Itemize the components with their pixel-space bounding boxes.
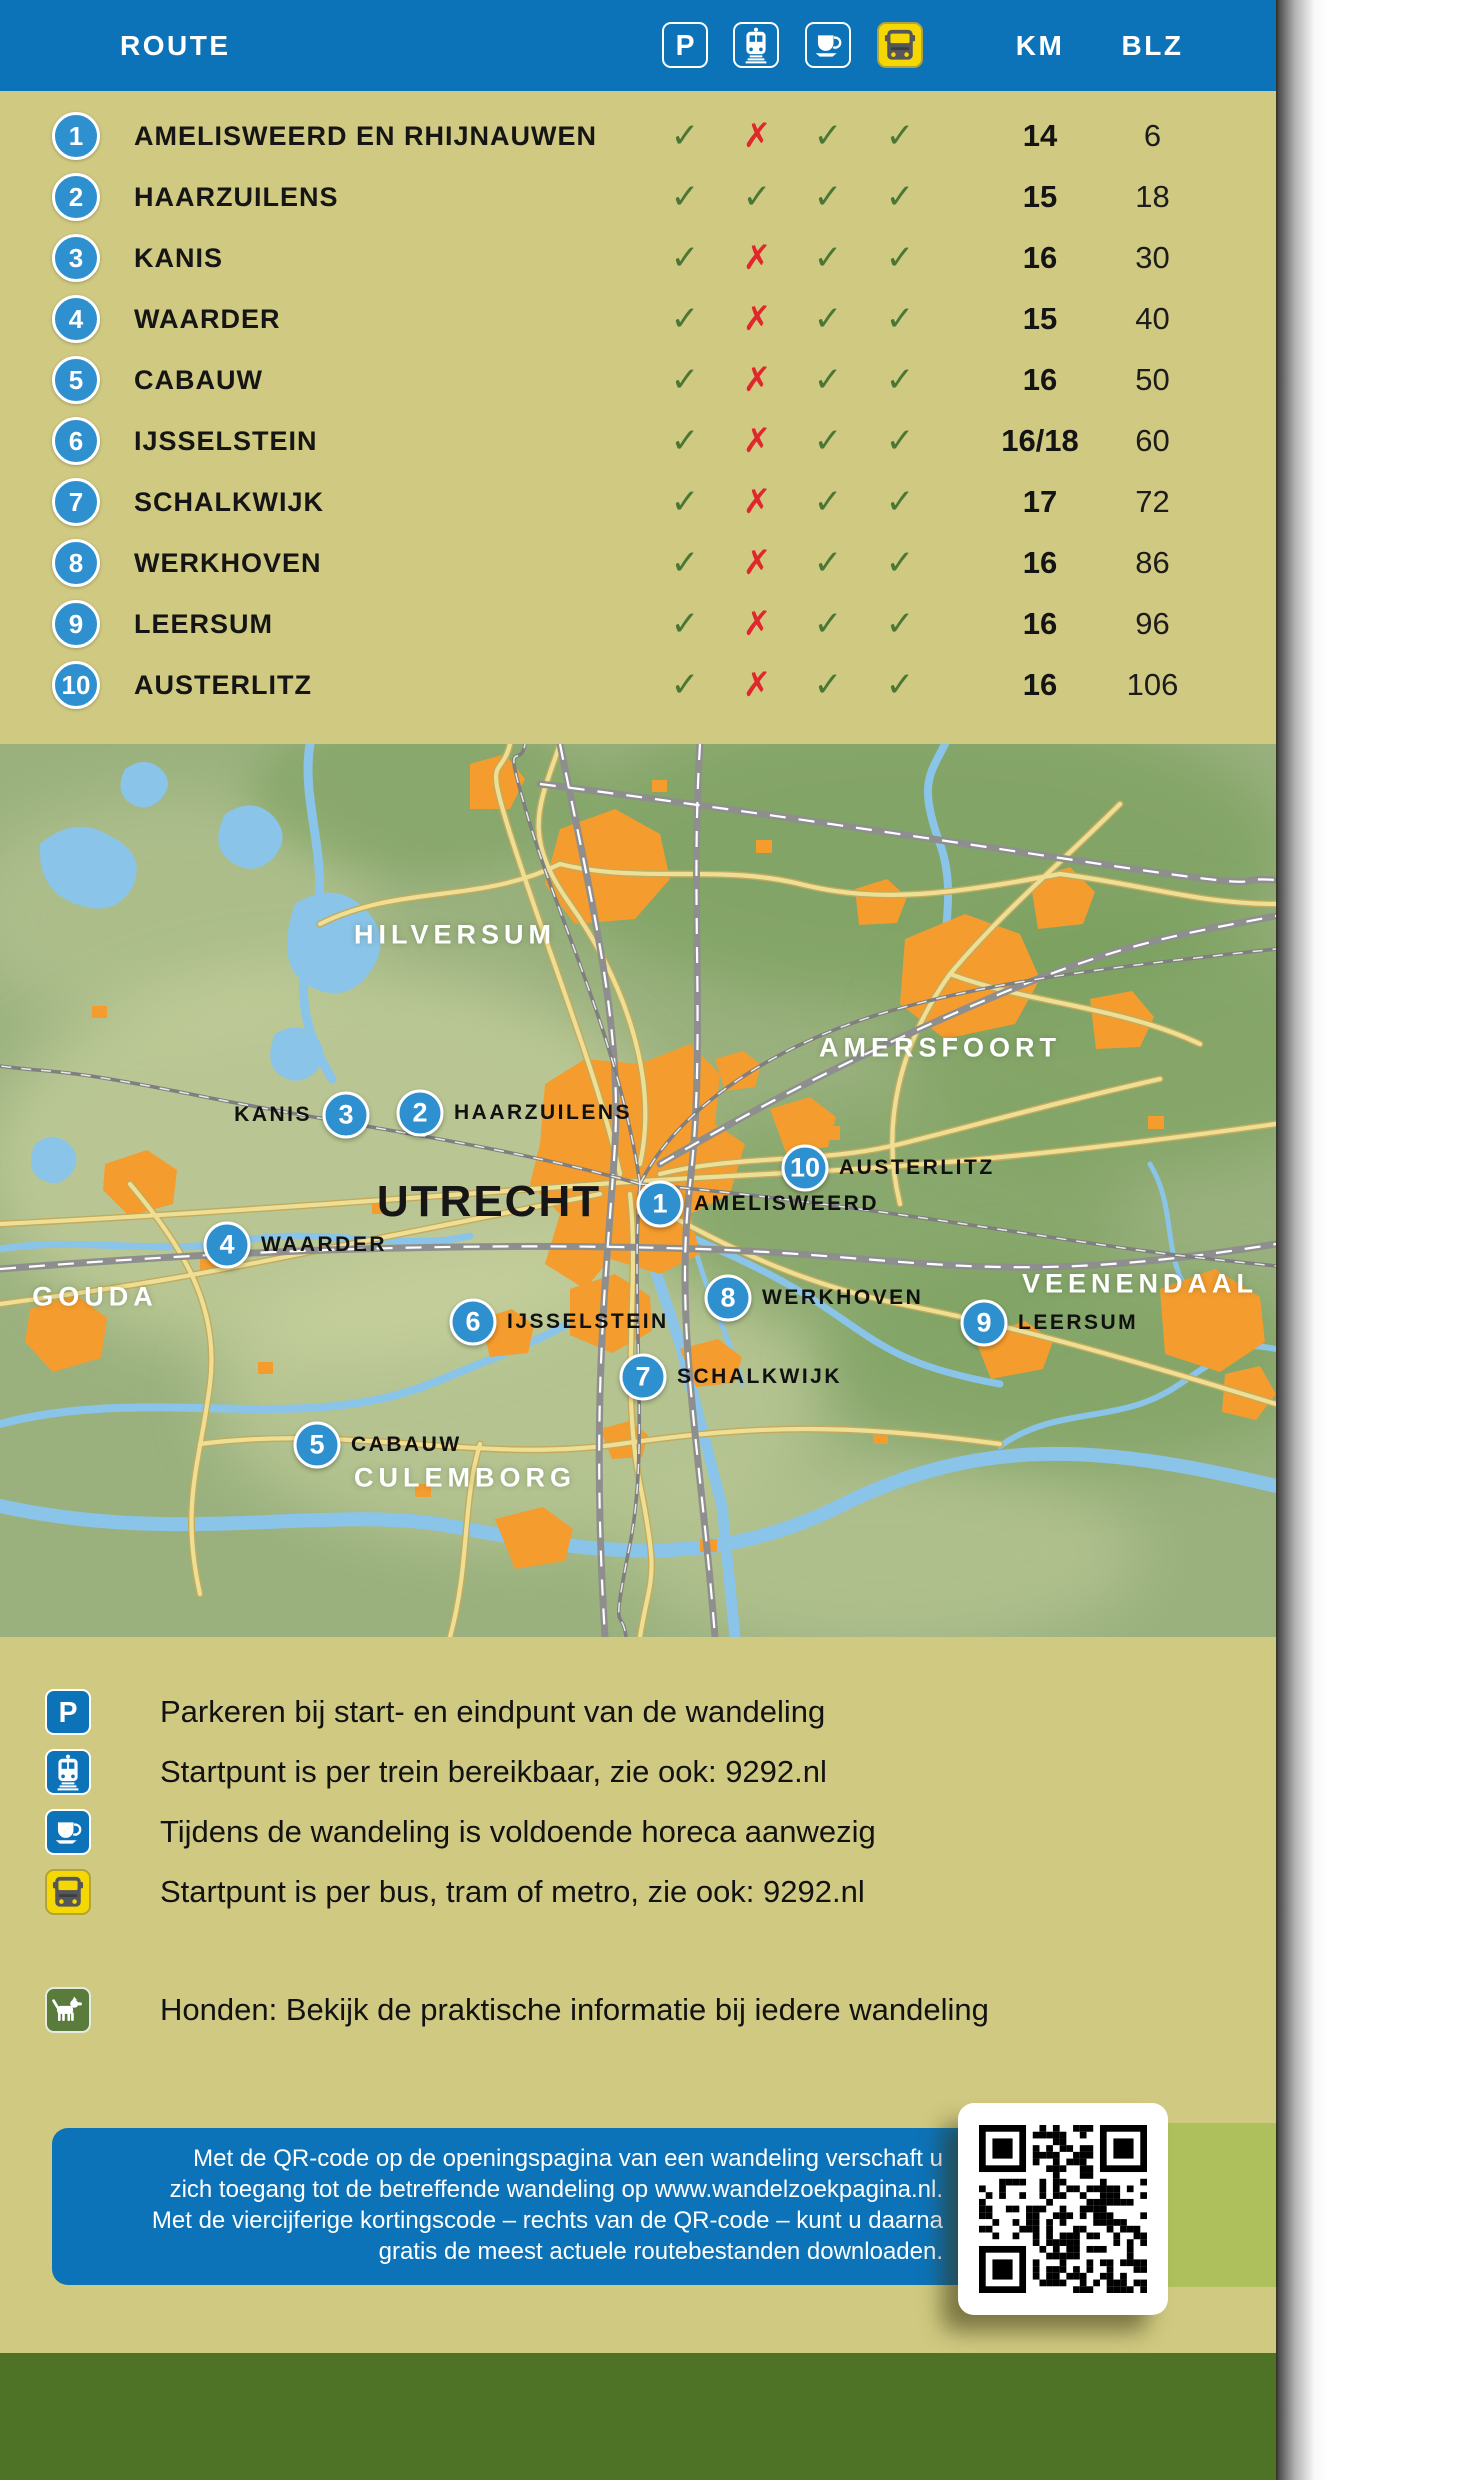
parking-icon: [45, 1689, 91, 1735]
bus-mark: ✓: [885, 482, 915, 522]
qr-info-line: gratis de meest actuele routebestanden downloaden.: [378, 2238, 943, 2265]
city-label-utrecht: UTRECHT: [376, 1177, 602, 1226]
marker-badge: 6: [450, 1299, 497, 1346]
route-page: 18: [1135, 179, 1170, 214]
overview-map: [0, 744, 1276, 1637]
horeca-mark: ✓: [813, 543, 843, 583]
horeca-mark: ✓: [813, 299, 843, 339]
route-number-badge: 1: [52, 112, 100, 160]
marker-badge: 8: [705, 1275, 752, 1322]
city-label-culemborg: CULEMBORG: [354, 1462, 576, 1493]
horeca-mark: ✓: [813, 116, 843, 156]
route-km: 16/18: [1001, 423, 1079, 458]
city-label-hilversum: HILVERSUM: [353, 919, 557, 950]
route-number-badge: 7: [52, 478, 100, 526]
table-row: [0, 655, 1276, 715]
horeca-mark: ✓: [813, 238, 843, 278]
train-mark: ✗: [742, 482, 772, 522]
route-name: AUSTERLITZ: [134, 670, 312, 700]
marker-label: SCHALKWIJK: [677, 1365, 842, 1388]
route-number-badge: 9: [52, 600, 100, 648]
city-label-veenendaal: VEENENDAAL: [1021, 1268, 1259, 1299]
bus-mark: ✓: [885, 238, 915, 278]
train-mark: ✗: [742, 299, 772, 339]
parking-mark: ✓: [670, 604, 700, 644]
table-row: [0, 289, 1276, 349]
marker-label: KANIS: [234, 1103, 312, 1126]
legend-item-parking: [0, 1689, 1276, 1735]
train-mark: ✗: [742, 238, 772, 278]
route-page: 72: [1135, 484, 1170, 519]
route-number-badge: 10: [52, 661, 100, 709]
marker-label: HAARZUILENS: [454, 1101, 632, 1124]
legend-item-horeca: [0, 1809, 1276, 1855]
legend-text: Honden: Bekijk de praktische informatie bij iedere wandeling: [160, 1992, 989, 2027]
route-name: WERKHOVEN: [134, 548, 322, 578]
marker-badge: 3: [323, 1092, 370, 1139]
marker-label: AUSTERLITZ: [839, 1156, 995, 1179]
train-mark: ✗: [742, 116, 772, 156]
table-row: [0, 594, 1276, 654]
dog-icon: [45, 1987, 91, 2033]
route-km: 14: [1022, 118, 1058, 153]
train-mark: ✗: [742, 604, 772, 644]
parking-icon: [662, 22, 708, 68]
legend-text: Tijdens de wandeling is voldoende horeca aanwezig: [160, 1814, 876, 1849]
train-mark: ✗: [742, 421, 772, 461]
legend-item-train: [0, 1749, 1276, 1795]
qr-code: [958, 2103, 1168, 2315]
horeca-mark: ✓: [813, 482, 843, 522]
parking-mark: ✓: [670, 482, 700, 522]
bus-mark: ✓: [885, 421, 915, 461]
city-label-gouda: GOUDA: [32, 1281, 158, 1312]
route-table: [0, 91, 1276, 744]
route-number-badge: 6: [52, 417, 100, 465]
route-km: 16: [1022, 545, 1058, 580]
route-page: 40: [1135, 301, 1170, 336]
route-km: 15: [1022, 301, 1058, 336]
bus-mark: ✓: [885, 177, 915, 217]
train-mark: ✓: [742, 177, 772, 217]
parking-mark: ✓: [670, 299, 700, 339]
route-page: 86: [1135, 545, 1170, 580]
marker-label: WERKHOVEN: [762, 1286, 924, 1309]
table-row: [0, 167, 1276, 227]
horeca-mark: ✓: [813, 177, 843, 217]
blz-column-header: BLZ: [1121, 30, 1184, 61]
route-km: 17: [1022, 484, 1058, 519]
bus-mark: ✓: [885, 299, 915, 339]
route-number-badge: 5: [52, 356, 100, 404]
marker-label: IJSSELSTEIN: [507, 1310, 669, 1333]
bus-mark: ✓: [885, 116, 915, 156]
bus-mark: ✓: [885, 360, 915, 400]
route-page: 30: [1135, 240, 1170, 275]
train-mark: ✗: [742, 543, 772, 583]
route-number-badge: 4: [52, 295, 100, 343]
train-mark: ✗: [742, 665, 772, 705]
marker-badge: 1: [637, 1181, 684, 1228]
page-edge-shadow: [1276, 0, 1338, 2480]
horeca-icon: [45, 1809, 91, 1855]
route-km: 16: [1022, 362, 1058, 397]
table-row: [0, 106, 1276, 166]
bus-icon: [45, 1869, 91, 1915]
parking-mark: ✓: [670, 177, 700, 217]
parking-mark: ✓: [670, 543, 700, 583]
bus-mark: ✓: [885, 665, 915, 705]
legend-text: Startpunt is per bus, tram of metro, zie ook: 9292.nl: [160, 1874, 865, 1909]
train-icon: [45, 1749, 91, 1795]
marker-badge: 7: [620, 1354, 667, 1401]
parking-mark: ✓: [670, 421, 700, 461]
qr-info-line: Met de QR-code op de openingspagina van een wandeling verschaft u: [193, 2145, 943, 2172]
route-name: SCHALKWIJK: [134, 487, 324, 517]
bottom-color-band: [0, 2353, 1276, 2480]
bus-mark: ✓: [885, 543, 915, 583]
train-icon: [733, 22, 779, 68]
route-number-badge: 3: [52, 234, 100, 282]
route-km: 16: [1022, 240, 1058, 275]
qr-info-line: Met de viercijferige kortingscode – rechts van de QR-code – kunt u daarna: [151, 2207, 943, 2234]
route-number-badge: 2: [52, 173, 100, 221]
horeca-icon: [805, 22, 851, 68]
route-name: IJSSELSTEIN: [134, 426, 318, 456]
route-name: LEERSUM: [134, 609, 274, 639]
route-name: WAARDER: [134, 304, 281, 334]
marker-label: AMELISWEERD: [694, 1192, 879, 1215]
parking-mark: ✓: [670, 665, 700, 705]
km-column-header: KM: [1015, 30, 1065, 61]
route-page: 60: [1135, 423, 1170, 458]
marker-badge: 9: [961, 1300, 1008, 1347]
legend-text: Startpunt is per trein bereikbaar, zie ook: 9292.nl: [160, 1754, 827, 1789]
bus-mark: ✓: [885, 604, 915, 644]
marker-badge: 10: [782, 1145, 829, 1192]
legend-item-dogs: [0, 1987, 1276, 2033]
parking-mark: ✓: [670, 360, 700, 400]
marker-badge: 2: [397, 1090, 444, 1137]
marker-label: CABAUW: [351, 1433, 462, 1456]
map-graphic: [0, 744, 1276, 1637]
route-column-header: ROUTE: [120, 30, 231, 61]
table-row: [0, 228, 1276, 288]
marker-badge: 4: [204, 1222, 251, 1269]
table-row: [0, 472, 1276, 532]
marker-badge: 5: [294, 1422, 341, 1469]
train-mark: ✗: [742, 360, 772, 400]
horeca-mark: ✓: [813, 604, 843, 644]
parking-mark: ✓: [670, 116, 700, 156]
route-name: CABAUW: [134, 365, 263, 395]
legend-item-bus: [0, 1869, 1276, 1915]
route-km: 16: [1022, 667, 1058, 702]
route-page: 96: [1135, 606, 1170, 641]
route-km: 15: [1022, 179, 1058, 214]
route-page: 106: [1126, 667, 1179, 702]
qr-info-line: zich toegang tot de betreffende wandeling op www.wandelzoekpagina.nl.: [169, 2176, 943, 2203]
route-name: KANIS: [134, 243, 224, 273]
horeca-mark: ✓: [813, 421, 843, 461]
route-page: 50: [1135, 362, 1170, 397]
route-number-badge: 8: [52, 539, 100, 587]
table-row: [0, 533, 1276, 593]
route-page: 6: [1143, 118, 1162, 153]
table-row: [0, 411, 1276, 471]
horeca-mark: ✓: [813, 665, 843, 705]
table-header-bar: [0, 0, 1276, 91]
parking-mark: ✓: [670, 238, 700, 278]
route-name: HAARZUILENS: [134, 182, 339, 212]
city-label-amersfoort: AMERSFOORT: [819, 1032, 1061, 1063]
bus-icon: [877, 22, 923, 68]
route-name: AMELISWEERD EN RHIJNAUWEN: [134, 121, 598, 151]
route-km: 16: [1022, 606, 1058, 641]
marker-label: WAARDER: [261, 1233, 387, 1256]
horeca-mark: ✓: [813, 360, 843, 400]
legend-text: Parkeren bij start- en eindpunt van de wandeling: [160, 1694, 826, 1729]
table-row: [0, 350, 1276, 410]
marker-label: LEERSUM: [1018, 1311, 1139, 1334]
